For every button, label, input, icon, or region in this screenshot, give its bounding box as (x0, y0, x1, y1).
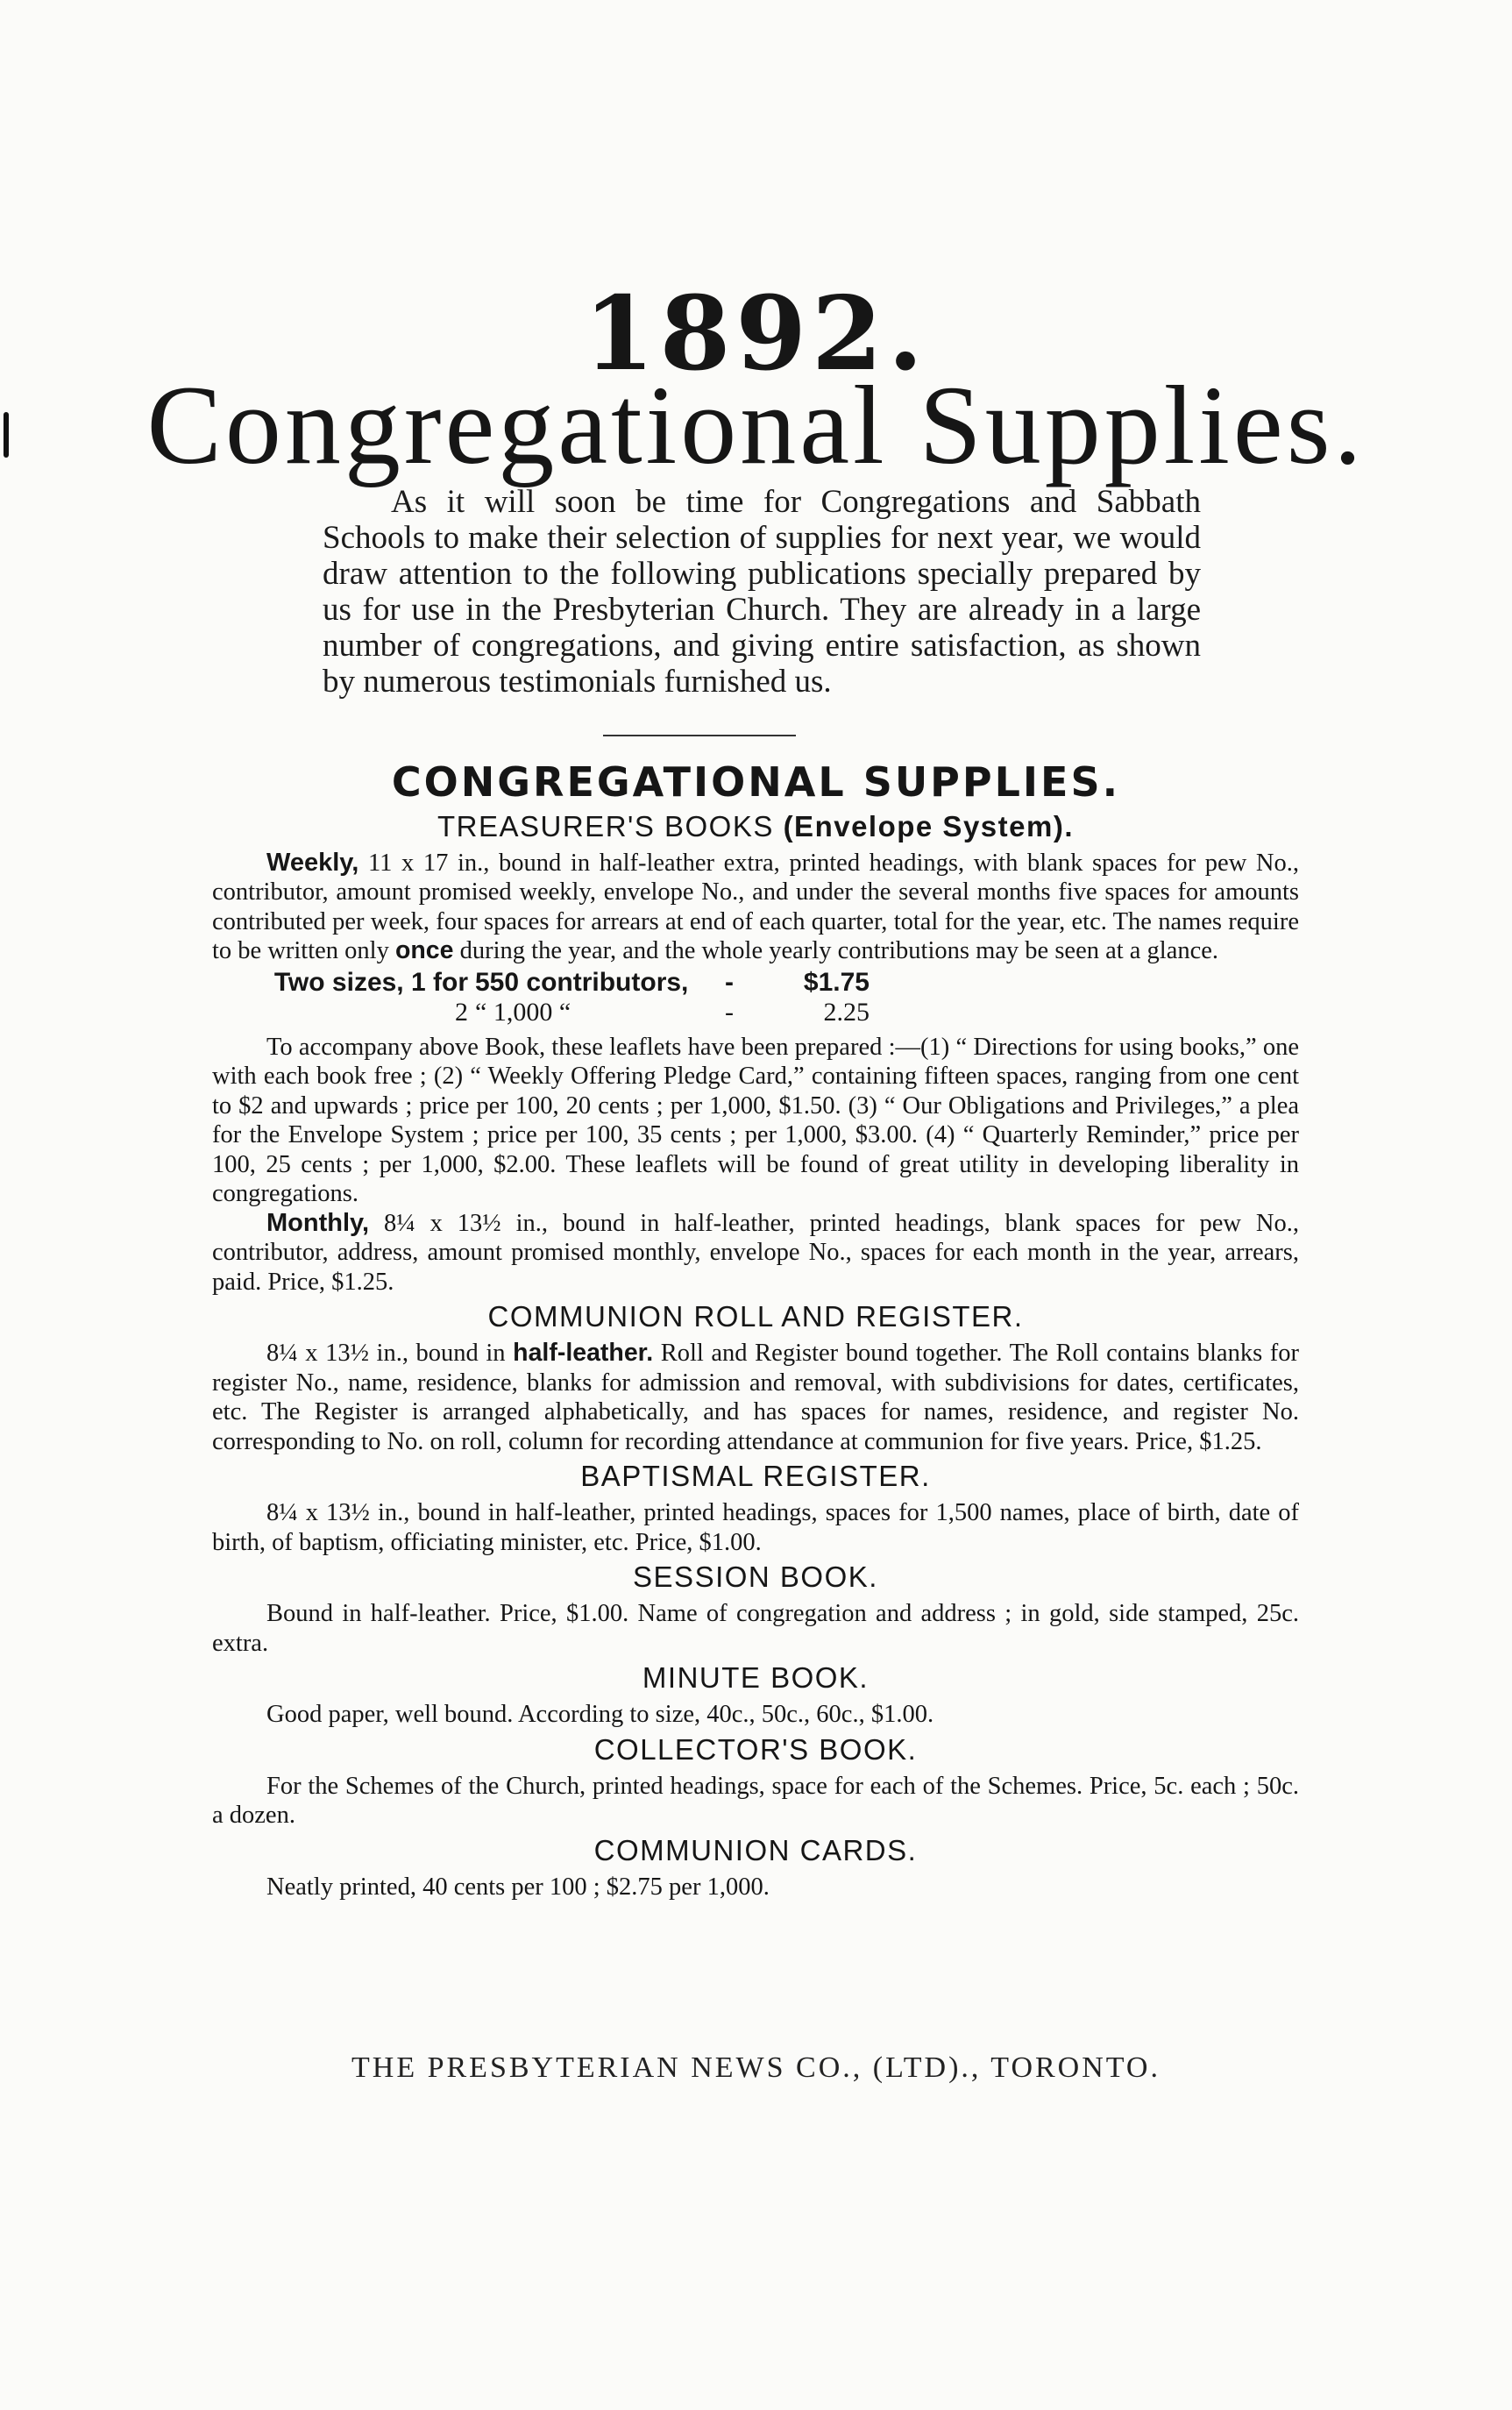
baptismal-register-heading: BAPTISMAL REGISTER. (580, 1460, 931, 1493)
size-label: 2 (455, 997, 468, 1027)
treasurer-books-title: TREASURER'S BOOKS (437, 810, 774, 842)
intro-paragraph: As it will soon be time for Congregations and Sabbath Schools to make their selection of supplies for next year, we would draw attention to the following publications specially prepared by us for use in the Presbyterian Church. They are already in a large number of congregations, and giving entire satisfaction, as shown by numerous testimonials furnished us. (323, 484, 1201, 700)
monthly-lead: Monthly, (266, 1208, 370, 1237)
supplies-list (212, 807, 1299, 1902)
weekly-text-part2: during the year, and the whole yearly contributions may be seen at a glance. (453, 937, 1219, 965)
collectors-book-description: For the Schemes of the Church, printed headings, space for each of the Schemes. Price, 5c. each ; 50c. a dozen. (212, 1772, 1299, 1830)
communion-cards-description: Neatly printed, 40 cents per 100 ; $2.75 per 1,000. (266, 1873, 770, 1901)
size-dash: - (725, 997, 734, 1027)
collectors-book-heading: COLLECTOR'S BOOK. (593, 1732, 918, 1766)
size-price: 2.25 (823, 997, 870, 1027)
leaflets-description: To accompany above Book, these leaflets have been prepared :—(1) “ Directions for using books,” one with each book free ; (2) “ Weekly Offering Pledge Card,” containing fifteen spaces, ranging from one cent to $2 and upwards ; price per 100, 20 cents ; per 1,000, $1.50. (3) “ Our Obligations and Privileges,” a plea for the Envelope System ; price per 100, 35 cents ; per 1,000, $3.00. (4) “ Quarterly Reminder,” price per 100, 25 cents ; per 1,000, $2.00. These leaflets will be found of great utility in developing liberality in congregations. (212, 1033, 1299, 1208)
publisher-imprint: THE PRESBYTERIAN NEWS CO., (LTD)., TORONTO. (351, 2051, 1161, 2084)
baptismal-register-description: 8¼ x 13½ in., bound in half-leather, printed headings, spaces for 1,500 names, place of birth, date of birth, of baptism, officiating minister, etc. Price, $1.00. (212, 1499, 1299, 1556)
page-title: Congregational Supplies. (146, 363, 1366, 487)
monthly-text: 8¼ x 13½ in., bound in half-leather, printed headings, blank spaces for pew No., contributor, address, amount promised monthly, envelope No., spaces for each month in the year, arrears, paid. Price, $1.25. (212, 1209, 1299, 1296)
communion-roll-heading: COMMUNION ROLL AND REGISTER. (487, 1300, 1024, 1333)
size-count: “ 1,000 “ (475, 997, 571, 1027)
session-book-description: Bound in half-leather. Price, $1.00. Name of congregation and address ; in gold, side stamped, 25c. extra. (212, 1600, 1299, 1657)
intro-divider (603, 735, 796, 736)
communion-roll-text-part2: Roll and Register bound together. The Roll contains blanks for register No., name, residence, blanks for admission and removal, with subdivisions for dates, certificates, etc. The Register is arranged alphabetically, and has spaces for names, residence, and register No. corresponding to No. on roll, column for recording attendance at communion for five years. Price, $1.25. (212, 1340, 1299, 1455)
year-heading: 1892. (583, 274, 929, 394)
weekly-book-description (212, 849, 1299, 966)
size-price-table (212, 968, 1299, 1027)
weekly-once: once (394, 936, 454, 965)
size-dash: - (725, 967, 734, 997)
size-price: $1.75 (803, 967, 870, 997)
section-heading: CONGREGATIONAL SUPPLIES. (391, 758, 1121, 806)
minute-book-heading: MINUTE BOOK. (642, 1661, 870, 1695)
communion-roll-bold: half-leather. (513, 1339, 654, 1368)
monthly-book-description (212, 1209, 1299, 1297)
communion-cards-heading: COMMUNION CARDS. (593, 1833, 918, 1866)
communion-roll-text-part1: 8¼ x 13½ in., bound in (266, 1340, 514, 1368)
treasurer-books-heading (212, 810, 1299, 843)
size-label: Two sizes, 1 for (273, 967, 468, 997)
treasurer-books-subtitle: (Envelope System). (783, 810, 1074, 842)
weekly-lead: Weekly, (266, 848, 359, 877)
size-row (212, 968, 1299, 998)
size-row (212, 998, 1299, 1027)
session-book-heading: SESSION BOOK. (633, 1560, 878, 1594)
size-count: 550 contributors, (475, 967, 689, 997)
weekly-text-part1: 11 x 17 in., bound in half-leather extra, printed headings, with blank spaces for pew No., contributor, amount promised weekly, envelope No., and under the several months five spaces for amounts contributed per week, four spaces for arrears at end of each quarter, total for the year, etc. The names require to be written only (212, 849, 1299, 965)
minute-book-description: Good paper, well bound. According to size, 40c., 50c., 60c., $1.00. (266, 1701, 934, 1729)
communion-roll-description (212, 1339, 1299, 1456)
